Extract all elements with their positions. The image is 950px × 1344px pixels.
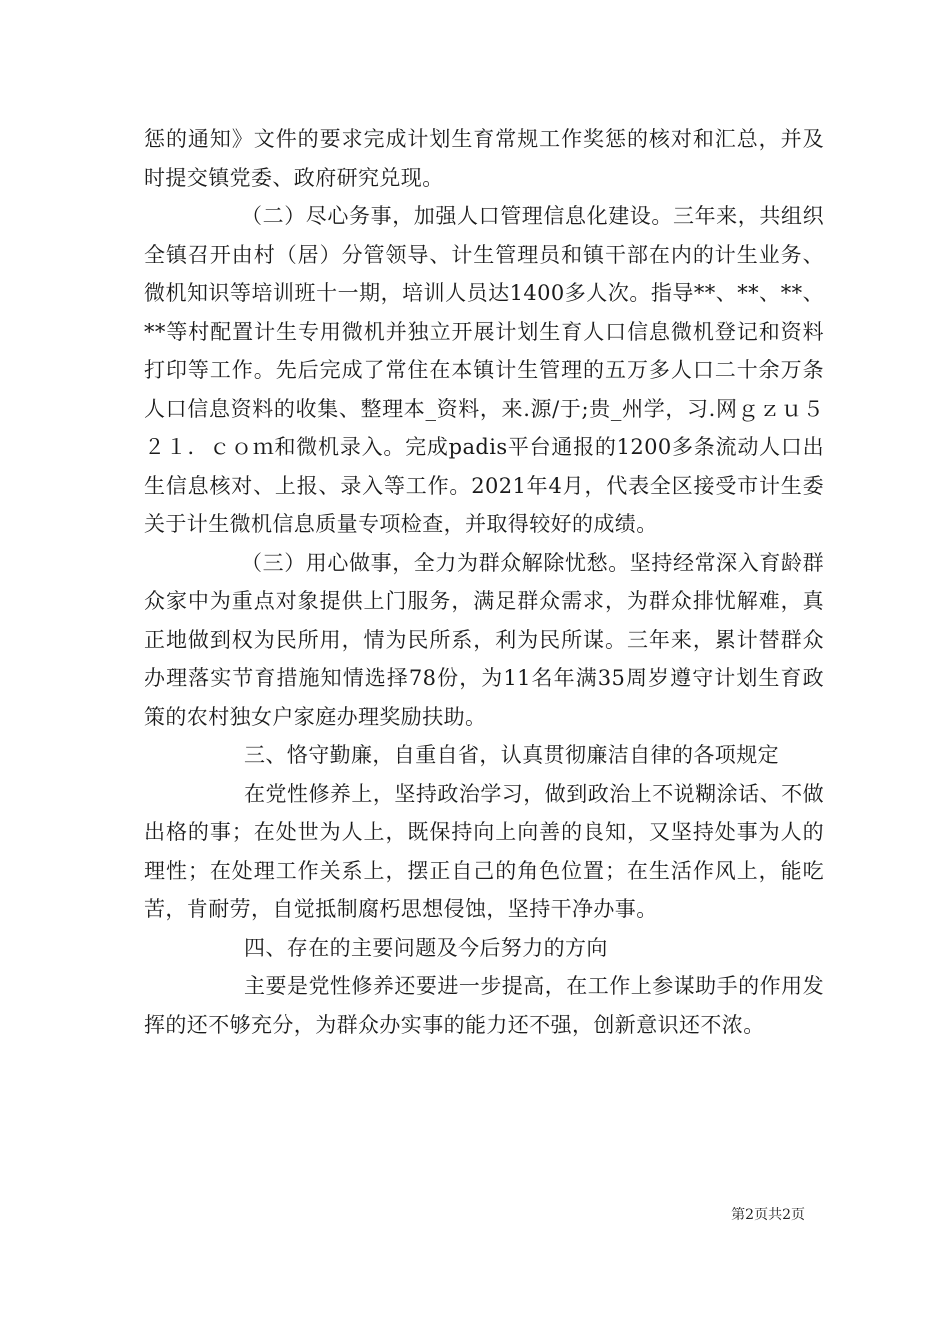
- page-number: 第2页共2页: [731, 1207, 805, 1223]
- paragraph-continuation: 惩的通知》文件的要求完成计划生育常规工作奖惩的核对和汇总，并及时提交镇党委、政府研究兑现。: [144, 127, 824, 190]
- paragraph-section-3: （三）用心做事，全力为群众解除忧愁。坚持经常深入育龄群众家中为重点对象提供上门服务，满足群众需求，为群众排忧解难，真正地做到权为民所用，情为民所系，利为民所谋。三年来，累计替群众办理落实节育措施知情选择78份，为11名年满35周岁遵守计划生育政策的农村独女户家庭办理奖励扶助。: [144, 550, 824, 729]
- heading-integrity: 三、恪守勤廉，自重自省，认真贯彻廉洁自律的各项规定: [244, 743, 779, 767]
- paragraph-problems: 主要是党性修养还要进一步提高，在工作上参谋助手的作用发挥的还不够充分，为群众办实事的能力还不强，创新意识还不浓。: [144, 974, 824, 1037]
- paragraph-section-2: （二）尽心务事，加强人口管理信息化建设。三年来，共组织全镇召开由村（居）分管领导、计生管理员和镇干部在内的计生业务、微机知识等培训班十一期，培训人员达1400多人次。指导**、**、**、**等村配置计生专用微机并独立开展计划生育人口信息微机登记和资料打印等工作。先后完成了常住在本镇计生管理的五万多人口二十余万条人口信息资料的收集、整理本_资料，来.源/于;贵_州学，习.网ｇｚｕ５２１．ｃｏｍ和微机录入。完成padis平台通报的1200多条流动人口出生信息核对、上报、录入等工作。2021年4月，代表全区接受市计生委关于计生微机信息质量专项检查，并取得较好的成绩。: [144, 204, 824, 536]
- document-body: [144, 120, 824, 1044]
- heading-problems: 四、存在的主要问题及今后努力的方向: [244, 935, 608, 960]
- paragraph-integrity: 在党性修养上，坚持政治学习，做到政治上不说糊涂话、不做出格的事；在处世为人上，既保持向上向善的良知，又坚持处事为人的理性；在处理工作关系上，摆正自己的角色位置；在生活作风上，能吃苦，肯耐劳，自觉抵制腐朽思想侵蚀，坚持干净办事。: [144, 781, 824, 921]
